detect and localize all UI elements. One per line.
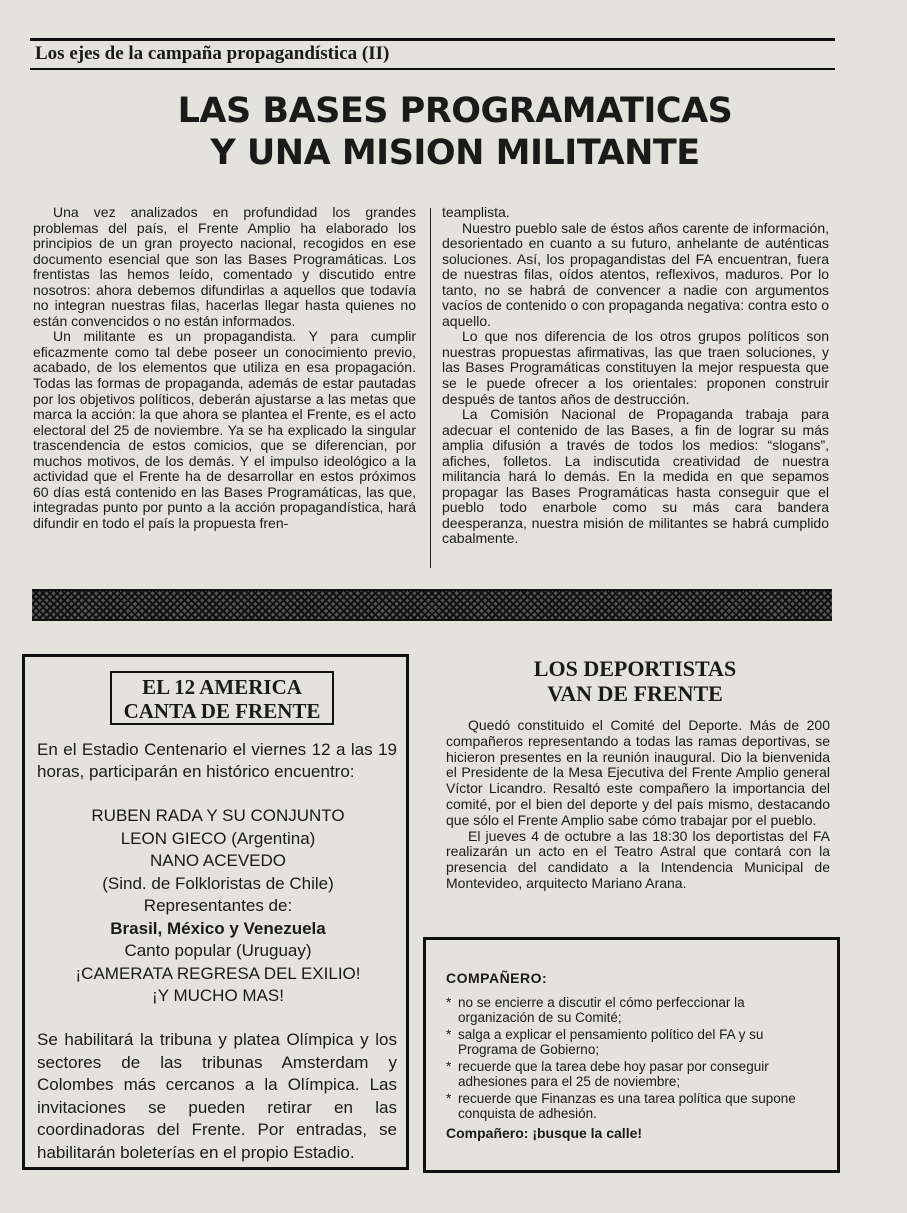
- companero-closing: Compañero: ¡busque la calle!: [446, 1125, 643, 1141]
- concert-title: [110, 675, 334, 723]
- headline: [100, 90, 810, 174]
- column-divider: [430, 208, 431, 568]
- article-paragraph: La Comisión Nacional de Propaganda trabaja para adecuar el contenido de las Bases, a fin de lograr su más amplia difusión a través de todos los medios: “slogans”, afiches, folletos. La indiscutida creatividad de nuestra militancia hará lo demás. En la medida en que sepamos propagar las Bases Programáticas hasta conseguir que el pueblo todo enarbole como su más cara bandera deesperanza, nuestra misión de militantes se habrá cumplido cabalmente.: [442, 406, 829, 547]
- header-rule: [30, 68, 835, 70]
- article-left-column: [33, 205, 416, 531]
- sports-title-line-2: VAN DE FRENTE: [547, 681, 723, 706]
- companero-list: [446, 995, 816, 1123]
- hatched-separator: [32, 589, 832, 621]
- lineup-item: Canto popular (Uruguay): [124, 941, 312, 960]
- concert-box: [22, 654, 409, 1170]
- headline-line-2: Y UNA MISION MILITANTE: [210, 133, 700, 173]
- sports-paragraph: El jueves 4 de octubre a las 18:30 los deportistas del FA realizarán un acto en el Teatro Astral que contará con la presencia del candidato a la Intendencia Municipal de Montevideo, arquitecto Mariano Arana.: [446, 827, 830, 891]
- article-right-column: [442, 205, 829, 547]
- lineup-item: ¡CAMERATA REGRESA DEL EXILIO!: [75, 963, 361, 983]
- sports-title-line-1: LOS DEPORTISTAS: [533, 656, 737, 681]
- list-item: [446, 1059, 816, 1089]
- article-continuation: teamplista.: [442, 204, 510, 220]
- sports-body: [446, 718, 830, 892]
- bullet-star-icon: *: [446, 1091, 452, 1106]
- article-paragraph: Nuestro pueblo sale de éstos años carente de información, desorientado en cuanto a su futuro, anhelante de auténticas soluciones. Así, los propagandistas del FA encuentran, fuera de nuestras filas, oídos atentos, reflexivos, maduros. Por lo tanto, no se habrá de convencer a nadie con argumentos vacíos de contenido o con propaganda negativa: contra esto o aquello.: [442, 219, 829, 329]
- series-title: Los ejes de la campaña propagandística (II): [35, 43, 390, 64]
- bullet-star-icon: *: [446, 995, 452, 1010]
- concert-title-line-2: CANTA DE FRENTE: [123, 699, 321, 723]
- article-paragraph: Lo que nos diferencia de los otros grupos políticos son nuestras propuestas afirmativas, las que traen soluciones, y las Bases Programáticas constituyen la mejor respuesta que se le puede ofrecer a los orientales: proponen construir después de tantos años de destrucción.: [442, 328, 829, 407]
- list-item: [446, 1091, 816, 1121]
- lineup-item: ¡Y MUCHO MAS!: [152, 986, 284, 1005]
- concert-title-line-1: EL 12 AMERICA: [142, 675, 302, 699]
- list-item-text: recuerde que la tarea debe hoy pasar por conseguir adhesiones para el 25 de noviembre;: [458, 1059, 769, 1089]
- headline-line-1: LAS BASES PROGRAMATICAS: [177, 91, 733, 131]
- lineup-item: RUBEN RADA Y SU CONJUNTO: [91, 806, 345, 825]
- lineup-item: NANO ACEVEDO: [149, 851, 287, 870]
- article-paragraph: Una vez analizados en profundidad los grandes problemas del país, el Frente Amplio ha elaborado los principios de un gran proyecto nacional, recogidos en ese documento esencial que son las Bases Programáticas. Los frentistas las hemos leído, comentado y discutido entre nosotros: ahora debemos difundirlas a aquellos que todavía no integran nuestras filas, hacerlas llegar hasta quienes no están convencidos o no están informados.: [33, 204, 416, 329]
- sports-title: [470, 656, 800, 706]
- companero-heading: COMPAÑERO:: [446, 970, 548, 986]
- list-item: [446, 995, 816, 1025]
- article-paragraph: Un militante es un propagandista. Y para cumplir eficazmente como tal debe poseer un conocimiento previo, acabado, de los elementos que utiliza en esa propagación. Todas las formas de propaganda, además de estar pautadas por los objetivos políticos, deberán ajustarse a las metas que marca la acción: la que ahora se plantea el Frente, es el acto electoral del 25 de noviembre. Ya se ha explicado la singular trascendencia de estos comicios, que se diferencian, por muchos motivos, de los demás. Y el impulso ideológico a la actividad que el Frente ha de desarrollar en estos próximos 60 días está contenido en las Bases Programáticas, las que, integradas punto por punto a la acción propagandística, hará difundir en todo el país la propuesta fren-: [33, 328, 416, 531]
- lineup-item: (Sind. de Folkloristas de Chile): [102, 873, 334, 893]
- lineup-item: Representantes de:: [143, 896, 293, 915]
- concert-intro: En el Estadio Centenario el viernes 12 a las 19 horas, participarán en histórico encuentro:: [37, 740, 397, 781]
- list-item-text: no se encierre a discutir el cómo perfeccionar la organización de su Comité;: [458, 995, 745, 1025]
- companero-box: [423, 937, 840, 1173]
- bullet-star-icon: *: [446, 1027, 452, 1042]
- list-item-text: salga a explicar el pensamiento político del FA y su Programa de Gobierno;: [458, 1027, 764, 1057]
- concert-lineup: [33, 805, 403, 1008]
- lineup-item: LEON GIECO (Argentina): [120, 828, 316, 848]
- list-item-text: recuerde que Finanzas es una tarea política que supone conquista de adhesión.: [458, 1091, 796, 1121]
- sports-paragraph: Quedó constituido el Comité del Deporte. Más de 200 compañeros representando a todas las ramas deportivas, se hicieron presentes en la reunión inaugural. Dio la bienvenida el Presidente de la Mesa Ejecutiva del Frente Amplio general Víctor Licandro. Resaltó este compañero la importancia del comité, por el bien del deporte y del país mismo, destacando que sólo el Frente Amplio sabe cómo trabajar por el pueblo.: [446, 717, 830, 828]
- concert-closing: Se habilitará la tribuna y platea Olímpica y los sectores de las tribunas Amsterdam y Colombes más cercanos a la Olímpica. Las invitaciones se pueden retirar en las coordinadoras del Frente. Por entradas, se habilitarán boleterías en el propio Estadio.: [37, 1030, 397, 1162]
- bullet-star-icon: *: [446, 1059, 452, 1074]
- top-rule: [30, 38, 835, 41]
- list-item: [446, 1027, 816, 1057]
- lineup-item: Brasil, México y Venezuela: [110, 918, 326, 938]
